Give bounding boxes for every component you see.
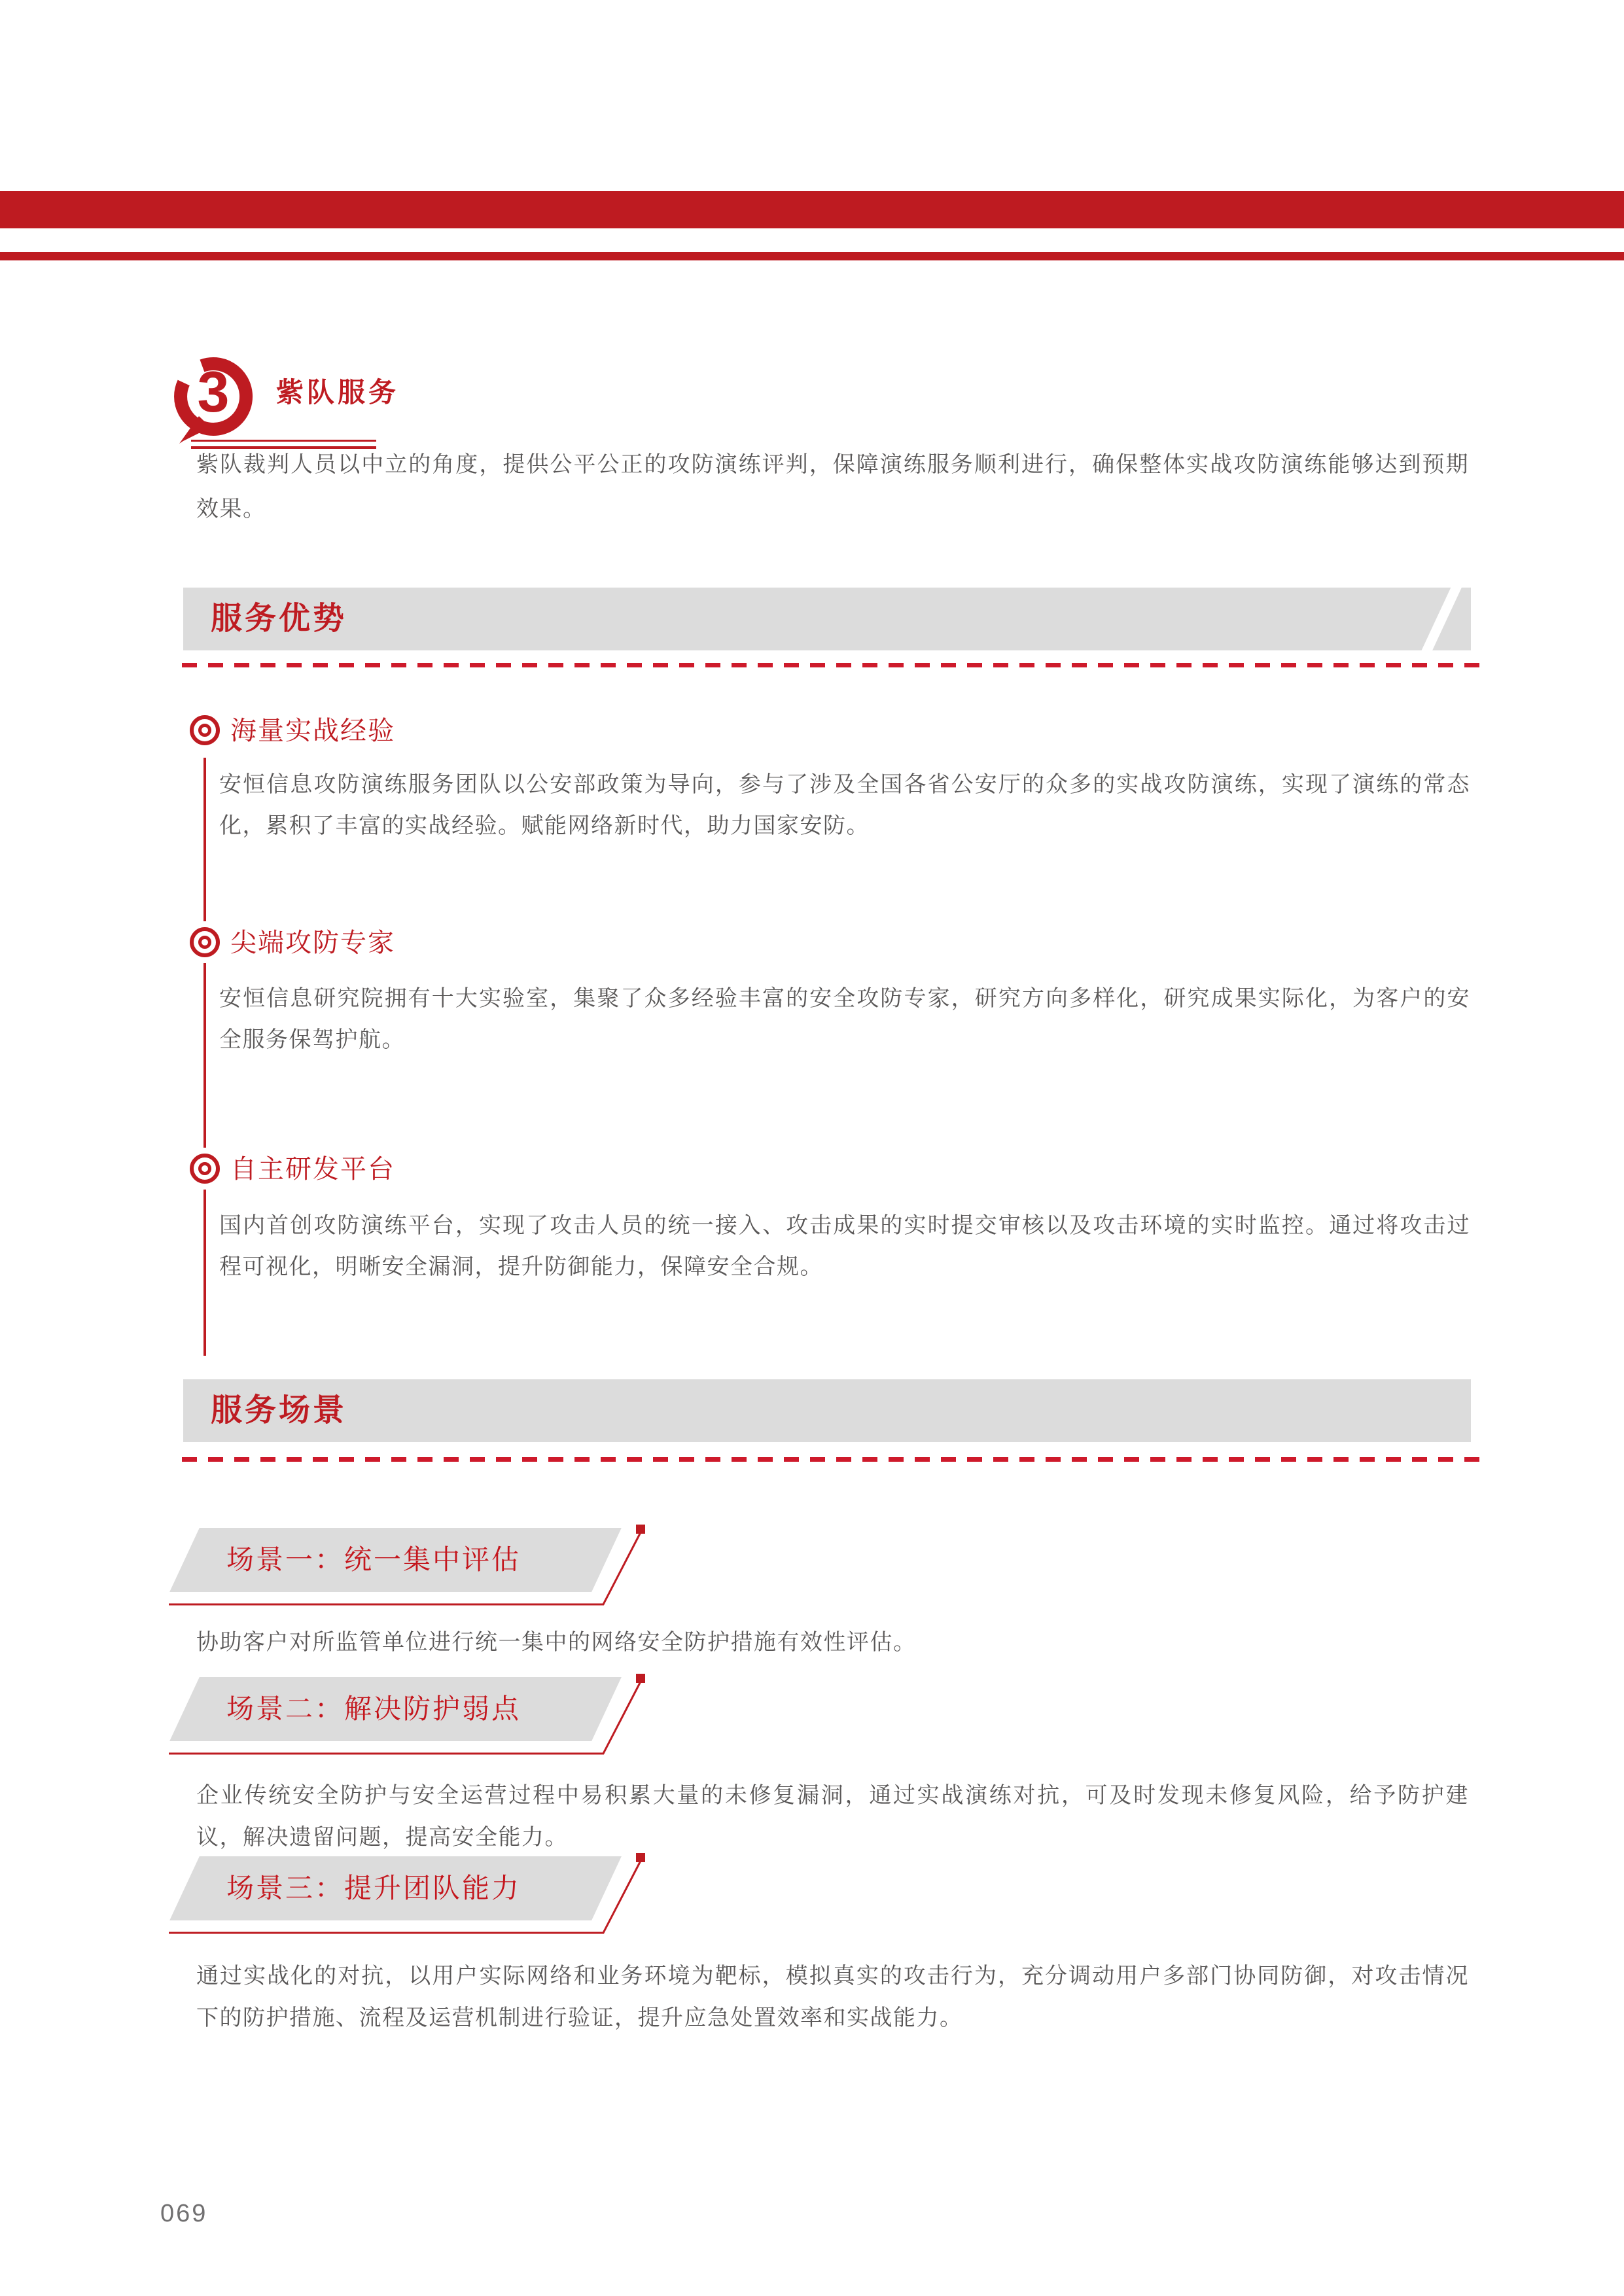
advantage-body: 安恒信息研究院拥有十大实验室，集聚了众多经验丰富的安全攻防专家，研究方向多样化，研究成果实际化，为客户的安全服务保驾护航。 xyxy=(219,986,1470,1052)
bullseye-icon xyxy=(190,927,220,957)
banner-outline-decoration xyxy=(164,1674,674,1765)
advantages-header-label: 服务优势 xyxy=(211,601,347,636)
banner-outline-decoration xyxy=(164,1853,674,1945)
scenario-title: 场景一：统一集中评估 xyxy=(226,1544,521,1575)
section-number: 3 xyxy=(197,359,230,424)
banner-outline-decoration xyxy=(164,1525,674,1616)
scenario-body: 协助客户对所监管单位进行统一集中的网络安全防护措施有效性评估。 xyxy=(196,1630,917,1655)
section-intro-paragraph: 紫队裁判人员以中立的角度，提供公平公正的攻防演练评判，保障演练服务顺利进行，确保整体实战攻防演练能够达到预期效果。 xyxy=(196,452,1469,521)
scenario-title: 场景二：解决防护弱点 xyxy=(226,1693,521,1724)
advantage-title: 海量实战经验 xyxy=(230,716,395,745)
advantage-body: 安恒信息攻防演练服务团队以公安部政策为导向，参与了涉及全国各省公安厅的众多的实战攻防演练，实现了演练的常态化，累积了丰富的实战经验。赋能网络新时代，助力国家安防。 xyxy=(219,772,1470,838)
page-number: 069 xyxy=(160,2200,208,2227)
vertical-connector-line xyxy=(203,963,206,1148)
advantage-body: 国内首创攻防演练平台，实现了攻击人员的统一接入、攻击成果的实时提交审核以及攻击环境的实时监控。通过将攻击过程可视化，明晰安全漏洞，提升防御能力，保障安全合规。 xyxy=(219,1213,1470,1279)
section-title: 紫队服务 xyxy=(276,377,400,408)
advantages-section-header xyxy=(183,588,1471,650)
dashed-divider xyxy=(182,1457,1481,1462)
scenario-banner xyxy=(164,1525,674,1616)
vertical-connector-line xyxy=(203,1190,206,1356)
scenarios-section-header xyxy=(183,1379,1471,1442)
bullseye-icon xyxy=(190,1154,220,1184)
dashed-divider xyxy=(182,663,1481,667)
advantage-title: 尖端攻防专家 xyxy=(230,928,395,957)
advantage-title: 自主研发平台 xyxy=(230,1155,395,1184)
scenario-title: 场景三：提升团队能力 xyxy=(226,1873,521,1903)
vertical-connector-line xyxy=(203,758,206,921)
top-red-bar-thick xyxy=(0,191,1624,228)
header-slash-decoration xyxy=(1418,578,1464,662)
scenarios-header-label: 服务场景 xyxy=(211,1393,347,1428)
scenario-banner xyxy=(164,1853,674,1945)
scenario-banner xyxy=(164,1674,674,1765)
top-red-bar-thin xyxy=(0,252,1624,260)
scenario-body: 企业传统安全防护与安全运营过程中易积累大量的未修复漏洞，通过实战演练对抗，可及时发现未修复风险，给予防护建议，解决遗留问题，提高安全能力。 xyxy=(196,1783,1469,1850)
scenario-body: 通过实战化的对抗，以用户实际网络和业务环境为靶标，模拟真实的攻击行为，充分调动用户多部门协同防御，对攻击情况下的防护措施、流程及运营机制进行验证，提升应急处置效率和实战能力。 xyxy=(196,1964,1469,2030)
bullseye-icon xyxy=(190,715,220,745)
